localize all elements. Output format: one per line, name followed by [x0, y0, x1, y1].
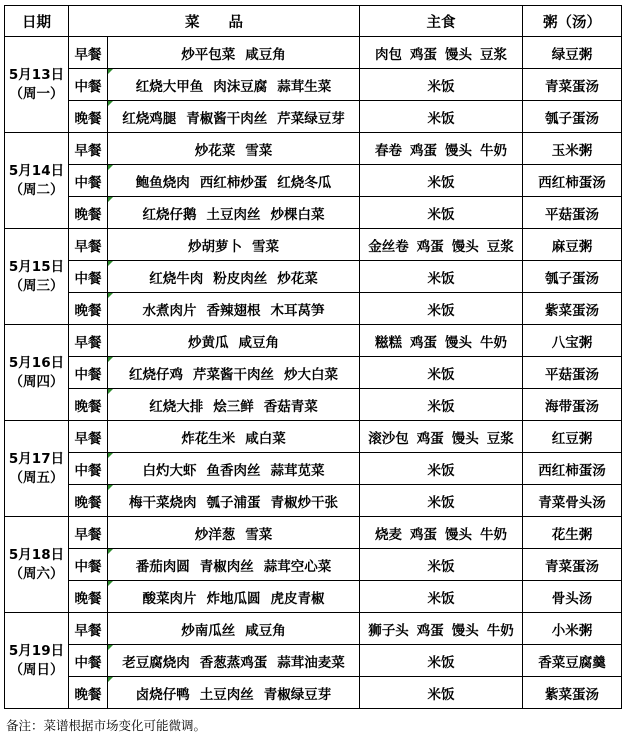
staple-item: 春卷	[375, 142, 402, 159]
meal-row	[5, 549, 622, 581]
meal-staple	[360, 37, 523, 69]
dish-item: 炒胡萝卜	[188, 238, 242, 255]
meal-staple	[360, 485, 523, 517]
dish-item: 炒洋葱	[194, 526, 236, 543]
dish-item: 土豆肉丝	[199, 686, 254, 703]
meal-row	[5, 229, 622, 261]
footnote: 备注：菜谱根据市场变化可能微调。	[6, 718, 207, 733]
staple-item: 豆浆	[486, 430, 514, 447]
meal-dishes	[108, 517, 360, 549]
dish-item: 红烧大排	[149, 398, 204, 415]
meal-dishes	[108, 485, 360, 517]
dish-item: 雪菜	[252, 238, 279, 255]
dish-item: 红烧大甲鱼	[135, 78, 204, 95]
staple-item: 鸡蛋	[416, 238, 444, 255]
dish-item: 虎皮青椒	[270, 590, 325, 607]
meal-dishes	[108, 421, 360, 453]
dish-item: 肉沫豆腐	[213, 78, 268, 95]
meal-row	[5, 453, 622, 485]
meal-row	[5, 357, 622, 389]
meal-row	[5, 293, 622, 325]
meal-staple	[360, 325, 523, 357]
meal-name: 早餐	[69, 325, 108, 357]
day-date: 5月16日	[8, 354, 65, 371]
dish-item: 番茄肉圆	[135, 558, 190, 575]
meal-row	[5, 133, 622, 165]
dish-item: 烩三鲜	[213, 398, 254, 415]
header-soup: 粥（汤）	[523, 6, 622, 37]
meal-soup: 青菜蛋汤	[523, 69, 622, 101]
meal-name: 晚餐	[69, 581, 108, 613]
staple-item: 米饭	[427, 558, 455, 575]
meal-name: 早餐	[69, 229, 108, 261]
meal-name: 中餐	[69, 549, 108, 581]
dish-item: 土豆肉丝	[206, 206, 261, 223]
meal-staple	[360, 357, 523, 389]
meal-name: 晚餐	[69, 293, 108, 325]
meal-soup: 西红柿蛋汤	[523, 165, 622, 197]
meal-row	[5, 677, 622, 709]
meal-staple	[360, 453, 523, 485]
staple-item: 金丝卷	[368, 238, 409, 255]
meal-staple	[360, 613, 523, 645]
staple-item: 烧麦	[375, 526, 402, 543]
staple-item: 牛奶	[480, 526, 507, 543]
dish-item: 红烧鸡腿	[122, 110, 177, 127]
day-date-cell	[5, 37, 69, 133]
menu-body	[5, 6, 622, 709]
staple-item: 米饭	[427, 590, 455, 607]
meal-row	[5, 485, 622, 517]
meal-soup: 小米粥	[523, 613, 622, 645]
staple-item: 狮子头	[368, 622, 409, 639]
day-weekday: （周日）	[9, 661, 64, 678]
meal-name: 早餐	[69, 133, 108, 165]
meal-dishes	[108, 389, 360, 421]
day-date-cell	[5, 325, 69, 421]
meal-soup: 青菜蛋汤	[523, 549, 622, 581]
staple-item: 米饭	[427, 366, 455, 383]
staple-item: 肉包	[375, 46, 402, 63]
dish-item: 咸豆角	[245, 46, 286, 63]
staple-item: 鸡蛋	[410, 142, 437, 159]
meal-row	[5, 613, 622, 645]
meal-name: 晚餐	[69, 389, 108, 421]
dish-item: 红烧冬瓜	[277, 174, 332, 191]
day-weekday: （周六）	[9, 565, 64, 582]
staple-item: 米饭	[427, 398, 455, 415]
meal-staple	[360, 165, 523, 197]
dish-item: 卤烧仔鸭	[135, 686, 190, 703]
meal-dishes	[108, 325, 360, 357]
staple-item: 米饭	[427, 462, 455, 479]
meal-staple	[360, 581, 523, 613]
staple-item: 米饭	[427, 494, 455, 511]
dish-item: 木耳莴笋	[270, 302, 325, 319]
dish-item: 炒黄瓜	[188, 334, 229, 351]
dish-item: 青椒绿豆芽	[263, 686, 332, 703]
staple-item: 滚沙包	[368, 430, 409, 447]
staple-item: 馒头	[451, 430, 479, 447]
staple-item: 鸡蛋	[410, 334, 437, 351]
meal-dishes	[108, 261, 360, 293]
meal-soup: 青菜骨头汤	[523, 485, 622, 517]
dish-item: 咸白菜	[245, 430, 286, 447]
day-weekday: （周三）	[9, 277, 64, 294]
meal-row	[5, 261, 622, 293]
meal-name: 晚餐	[69, 197, 108, 229]
meal-dishes	[108, 645, 360, 677]
staple-item: 豆浆	[480, 46, 507, 63]
meal-row	[5, 325, 622, 357]
day-date: 5月19日	[8, 642, 65, 659]
staple-item: 米饭	[427, 654, 455, 671]
meal-name: 晚餐	[69, 485, 108, 517]
staple-item: 馒头	[445, 46, 472, 63]
staple-item: 馒头	[451, 622, 479, 639]
staple-item: 牛奶	[480, 142, 507, 159]
staple-item: 鸡蛋	[416, 430, 444, 447]
day-date: 5月15日	[8, 258, 65, 275]
meal-row	[5, 421, 622, 453]
weekly-menu-table	[4, 5, 622, 709]
meal-staple	[360, 229, 523, 261]
day-date: 5月13日	[8, 66, 65, 83]
dish-item: 水煮肉片	[142, 302, 197, 319]
day-date: 5月18日	[8, 546, 65, 563]
day-date-cell	[5, 133, 69, 229]
dish-item: 炒大白菜	[284, 366, 338, 383]
dish-item: 香菇青菜	[263, 398, 318, 415]
dish-item: 蒜茸油麦菜	[277, 654, 345, 671]
staple-item: 牛奶	[480, 334, 507, 351]
meal-name: 中餐	[69, 69, 108, 101]
staple-item: 馒头	[445, 142, 472, 159]
staple-item: 米饭	[427, 174, 455, 191]
meal-soup: 八宝粥	[523, 325, 622, 357]
staple-item: 馒头	[445, 526, 472, 543]
meal-dishes	[108, 293, 360, 325]
dish-item: 瓠子浦蛋	[206, 494, 261, 511]
dish-item: 香辣翅根	[206, 302, 261, 319]
meal-name: 晚餐	[69, 101, 108, 133]
dish-item: 鱼香肉丝	[206, 462, 261, 479]
day-date-cell	[5, 613, 69, 709]
staple-item: 牛奶	[486, 622, 514, 639]
dish-item: 青椒酱干肉丝	[186, 110, 268, 127]
day-date-cell	[5, 517, 69, 613]
staple-item: 米饭	[427, 302, 455, 319]
dish-item: 蒜茸空心菜	[263, 558, 332, 575]
dish-item: 芹菜绿豆芽	[277, 110, 345, 127]
meal-dishes	[108, 229, 360, 261]
meal-dishes	[108, 453, 360, 485]
meal-staple	[360, 677, 523, 709]
meal-row	[5, 165, 622, 197]
meal-name: 中餐	[69, 165, 108, 197]
staple-item: 鸡蛋	[410, 526, 437, 543]
header-row	[5, 6, 622, 37]
dish-item: 炒花菜	[277, 270, 318, 287]
meal-row	[5, 197, 622, 229]
dish-item: 青椒肉丝	[199, 558, 254, 575]
staple-item: 鸡蛋	[416, 622, 444, 639]
dish-item: 酸菜肉片	[142, 590, 197, 607]
meal-staple	[360, 389, 523, 421]
day-date: 5月17日	[8, 450, 65, 467]
day-weekday: （周一）	[9, 85, 64, 102]
staple-item: 米饭	[427, 270, 455, 287]
meal-soup: 玉米粥	[523, 133, 622, 165]
dish-item: 香葱蒸鸡蛋	[199, 654, 268, 671]
meal-row	[5, 101, 622, 133]
meal-dishes	[108, 165, 360, 197]
meal-dishes	[108, 197, 360, 229]
header-staple: 主食	[360, 6, 523, 37]
meal-soup: 花生粥	[523, 517, 622, 549]
meal-staple	[360, 261, 523, 293]
meal-soup: 西红柿蛋汤	[523, 453, 622, 485]
header-dishes: 菜 品	[69, 6, 360, 37]
meal-staple	[360, 101, 523, 133]
meal-staple	[360, 549, 523, 581]
dish-item: 梅干菜烧肉	[129, 494, 197, 511]
meal-soup: 平菇蛋汤	[523, 197, 622, 229]
meal-dishes	[108, 677, 360, 709]
staple-item: 鸡蛋	[410, 46, 437, 63]
dish-item: 白灼大虾	[142, 462, 197, 479]
meal-dishes	[108, 101, 360, 133]
meal-dishes	[108, 133, 360, 165]
meal-row	[5, 517, 622, 549]
meal-dishes	[108, 69, 360, 101]
meal-staple	[360, 517, 523, 549]
dish-item: 老豆腐烧肉	[122, 654, 190, 671]
meal-soup: 海带蛋汤	[523, 389, 622, 421]
meal-staple	[360, 197, 523, 229]
dish-item: 青椒炒干张	[270, 494, 338, 511]
dish-item: 炸花生米	[181, 430, 236, 447]
meal-name: 中餐	[69, 645, 108, 677]
meal-name: 早餐	[69, 613, 108, 645]
header-date: 日期	[5, 6, 69, 37]
meal-name: 早餐	[69, 421, 108, 453]
meal-dishes	[108, 37, 360, 69]
day-weekday: （周四）	[9, 373, 64, 390]
meal-name: 早餐	[69, 517, 108, 549]
meal-soup: 瓠子蛋汤	[523, 261, 622, 293]
meal-name: 早餐	[69, 37, 108, 69]
meal-staple	[360, 293, 523, 325]
dish-item: 红烧仔鸡	[129, 366, 183, 383]
meal-dishes	[108, 357, 360, 389]
dish-item: 咸豆角	[245, 622, 286, 639]
meal-soup: 骨头汤	[523, 581, 622, 613]
meal-soup: 紫菜蛋汤	[523, 293, 622, 325]
day-weekday: （周二）	[9, 181, 64, 198]
meal-dishes	[108, 613, 360, 645]
dish-item: 西红柿炒蛋	[199, 174, 268, 191]
staple-item: 糍糕	[375, 334, 402, 351]
dish-item: 炒棵白菜	[270, 206, 325, 223]
dish-item: 红烧仔鹅	[142, 206, 197, 223]
dish-item: 蒜茸苋菜	[270, 462, 325, 479]
meal-soup: 麻豆粥	[523, 229, 622, 261]
meal-soup: 紫菜蛋汤	[523, 677, 622, 709]
meal-soup: 平菇蛋汤	[523, 357, 622, 389]
meal-name: 中餐	[69, 261, 108, 293]
day-date: 5月14日	[8, 162, 65, 179]
dish-item: 炒花菜	[194, 142, 236, 159]
meal-row	[5, 69, 622, 101]
staple-item: 豆浆	[486, 238, 514, 255]
dish-item: 炒平包菜	[181, 46, 236, 63]
dish-item: 炒南瓜丝	[181, 622, 236, 639]
dish-item: 芹菜酱干肉丝	[193, 366, 274, 383]
dish-item: 雪菜	[245, 142, 273, 159]
meal-row	[5, 581, 622, 613]
dish-item: 粉皮肉丝	[213, 270, 268, 287]
meal-row	[5, 645, 622, 677]
dish-item: 鲍鱼烧肉	[135, 174, 190, 191]
staple-item: 馒头	[451, 238, 479, 255]
meal-staple	[360, 645, 523, 677]
dish-item: 红烧牛肉	[149, 270, 204, 287]
dish-item: 雪菜	[245, 526, 273, 543]
meal-row	[5, 37, 622, 69]
meal-soup: 红豆粥	[523, 421, 622, 453]
meal-dishes	[108, 549, 360, 581]
dish-item: 蒜茸生菜	[277, 78, 332, 95]
day-weekday: （周五）	[9, 469, 64, 486]
meal-dishes	[108, 581, 360, 613]
day-date-cell	[5, 229, 69, 325]
meal-soup: 瓠子蛋汤	[523, 101, 622, 133]
day-date-cell	[5, 421, 69, 517]
meal-row	[5, 389, 622, 421]
meal-staple	[360, 69, 523, 101]
staple-item: 米饭	[427, 78, 455, 95]
meal-name: 中餐	[69, 453, 108, 485]
staple-item: 米饭	[427, 110, 455, 127]
staple-item: 米饭	[427, 206, 455, 223]
staple-item: 馒头	[445, 334, 472, 351]
dish-item: 咸豆角	[238, 334, 279, 351]
meal-staple	[360, 421, 523, 453]
meal-soup: 香菜豆腐羹	[523, 645, 622, 677]
meal-name: 中餐	[69, 357, 108, 389]
meal-staple	[360, 133, 523, 165]
dish-item: 炸地瓜圆	[206, 590, 261, 607]
meal-soup: 绿豆粥	[523, 37, 622, 69]
staple-item: 米饭	[427, 686, 455, 703]
meal-name: 晚餐	[69, 677, 108, 709]
